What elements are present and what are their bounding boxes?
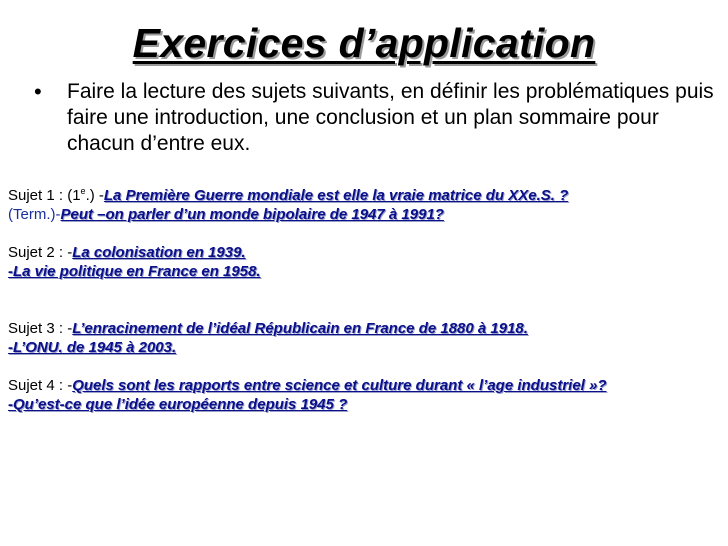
sujet-3-second-line [8, 338, 723, 357]
sujet-1-term-topic: Peut –on parler d’un monde bipolaire de 1947 à 1991? [60, 206, 444, 223]
bullet-marker: • [34, 79, 42, 104]
sujet-4-label: Sujet 4 : - [8, 377, 73, 394]
sujet-3-label: Sujet 3 : - [8, 320, 73, 337]
sujet-1-level-sup: e [80, 186, 86, 196]
sujet-1-term-line [8, 205, 723, 224]
sujet-4-line [8, 376, 723, 395]
sujet-2-second-line [8, 262, 723, 281]
sujet-3-second-topic: -L’ONU. de 1945 à 2003. [8, 339, 177, 356]
sujet-1-level-close: .) - [85, 187, 104, 204]
sujet-1-topic: La Première Guerre mondiale est elle la vraie matrice du XXe.S. ? [103, 187, 569, 204]
sujet-2-label: Sujet 2 : - [8, 244, 73, 261]
sujet-2-line [8, 243, 723, 262]
sujet-3-line [8, 319, 723, 338]
sujet-4-second-line [8, 395, 723, 414]
sujet-1-level-open: (1 [67, 187, 81, 204]
sujet-3-topic: L’enracinement de l’idéal Républicain en France de 1880 à 1918. [72, 320, 528, 337]
sujet-4-second-topic: -Qu’est-ce que l’idée européenne depuis 1945 ? [8, 396, 348, 413]
sujet-2-topic: La colonisation en 1939. [72, 244, 246, 261]
instruction-text: Faire la lecture des sujets suivants, en définir les problématiques puis faire une introduction, une conclusion et un plan sommaire pour chacun d’entre eux. [67, 80, 714, 155]
slide-title: Exercices d’application [132, 20, 596, 66]
sujet-1-label: Sujet 1 : [8, 187, 68, 204]
sujet-1-term-prefix: (Term.)- [8, 206, 61, 223]
sujet-1-line [8, 186, 723, 205]
sujet-4-topic: Quels sont les rapports entre science et culture durant « l’age industriel »? [72, 377, 607, 394]
sujets-list [8, 186, 723, 414]
sujet-2-second-topic: -La vie politique en France en 1958. [8, 263, 261, 280]
